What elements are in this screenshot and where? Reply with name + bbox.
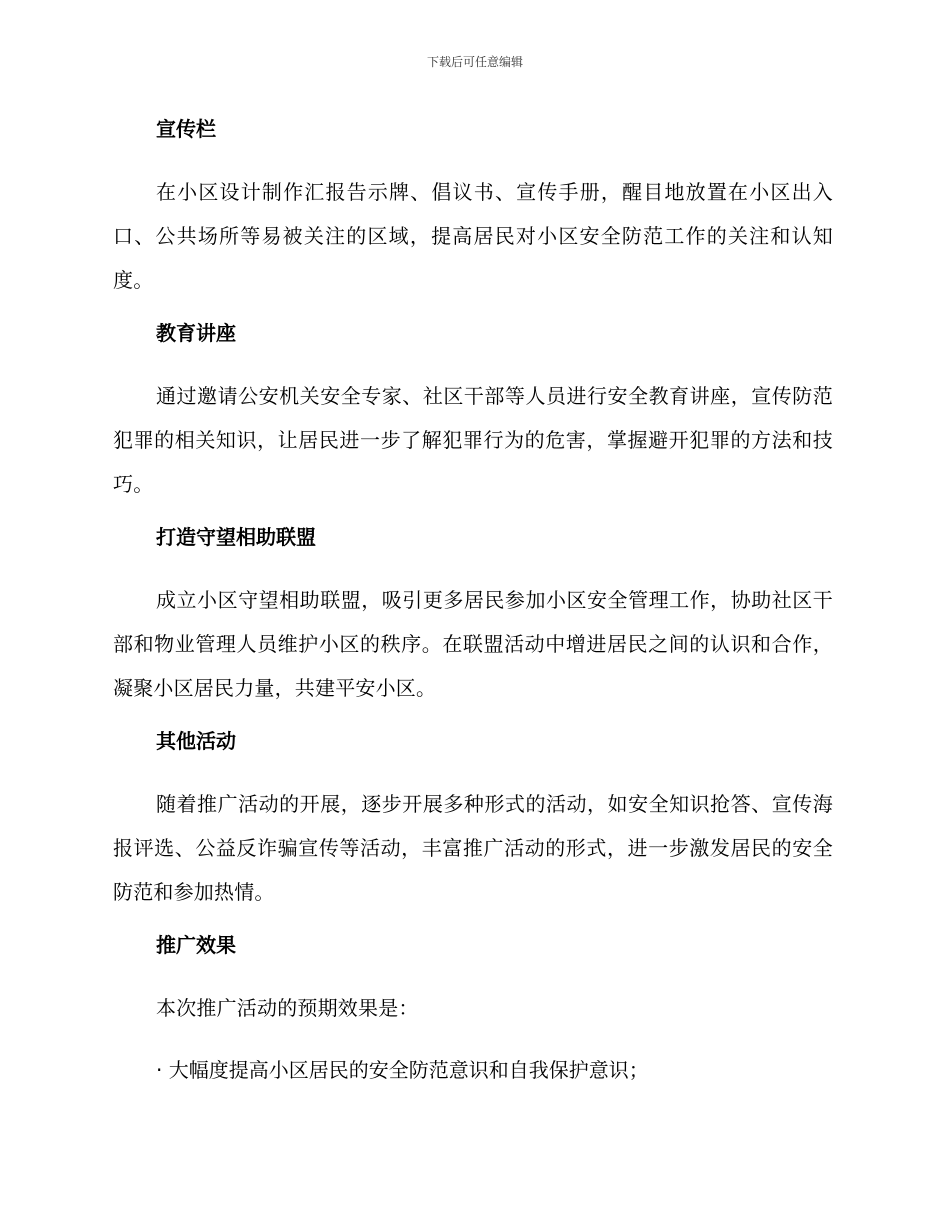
section-heading-promotion-effect: 推广效果 [156,933,236,957]
section-heading-education-lecture: 教育讲座 [156,321,236,345]
section-paragraph-watch-alliance: 成立小区守望相助联盟，吸引更多居民参加小区安全管理工作，协助社区干部和物业管理人员维护小区的秩序。在联盟活动中增进居民之间的认识和合作，凝聚小区居民力量，共建平安小区。 [113,588,833,700]
section-heading-bulletin-board: 宣传栏 [156,117,216,141]
page-header: 下载后可任意编辑 [426,55,523,69]
section-paragraph-bulletin-board: 在小区设计制作汇报告示牌、倡议书、宣传手册，醒目地放置在小区出入口、公共场所等易被关注的区域，提高居民对小区安全防范工作的关注和认知度。 [113,180,833,292]
section-heading-watch-alliance: 打造守望相助联盟 [156,525,316,549]
section-paragraph-promotion-effect: 本次推广活动的预期效果是： [156,996,419,1020]
section-paragraph-other-activities: 随着推广活动的开展，逐步开展多种形式的活动，如安全知识抢答、宣传海报评选、公益反诈骗宣传等活动，丰富推广活动的形式，进一步激发居民的安全防范和参加热情。 [113,792,833,904]
section-paragraph-education-lecture: 通过邀请公安机关安全专家、社区干部等人员进行安全教育讲座，宣传防范犯罪的相关知识，让居民进一步了解犯罪行为的危害，掌握避开犯罪的方法和技巧。 [113,384,833,496]
section-heading-other-activities: 其他活动 [156,729,236,753]
document-body [113,112,833,1092]
bullet-item: · 大幅度提高小区居民的安全防范意识和自我保护意识； [156,1058,649,1082]
